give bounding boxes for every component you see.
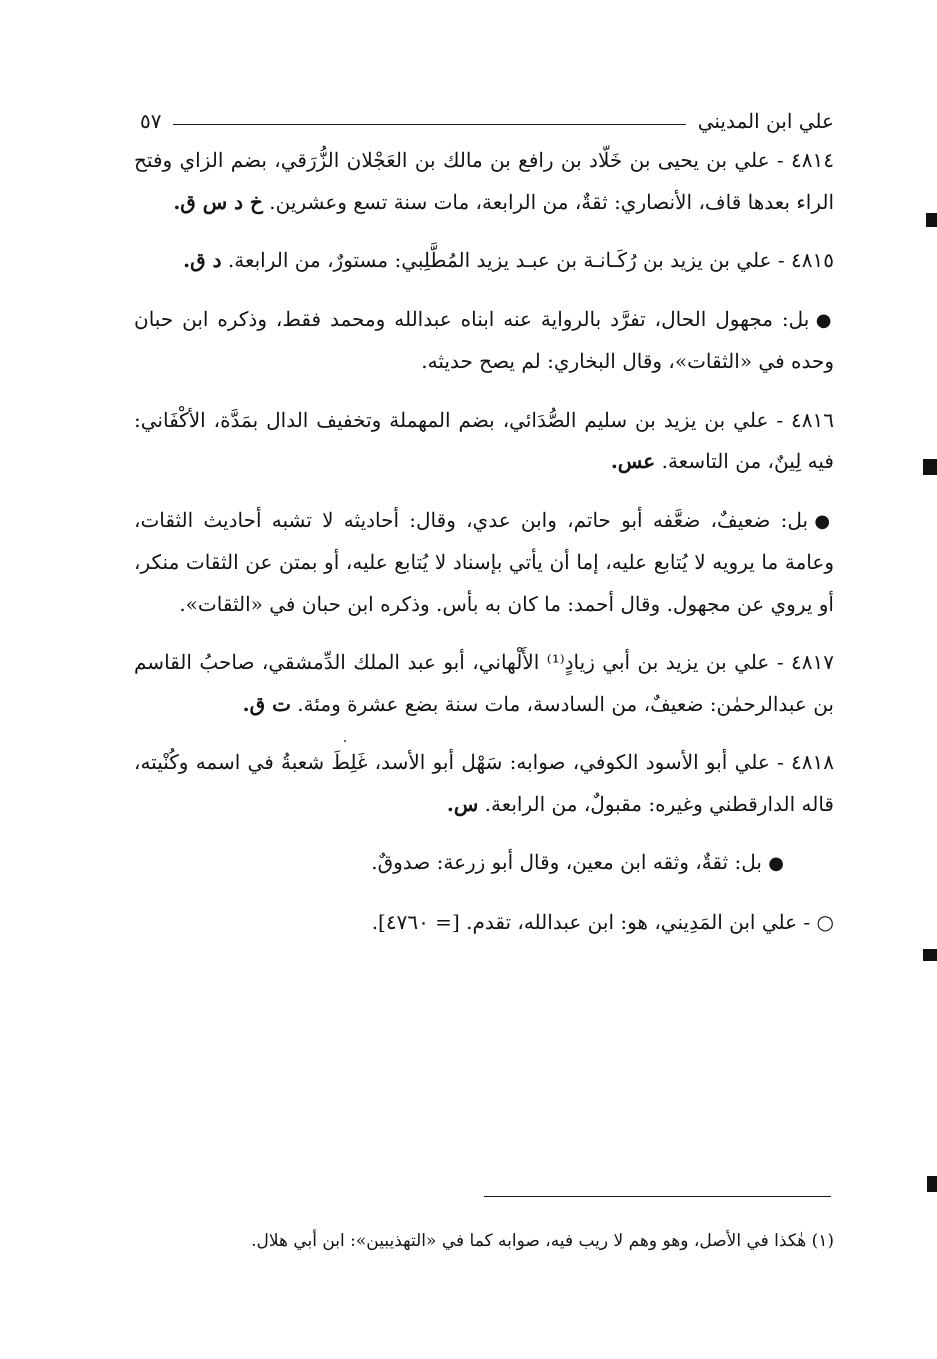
cross-reference: [134, 902, 834, 944]
comment-text: بل: ثقةٌ، وثقه ابن معين، وقال أبو زرعة: صدوقٌ.: [371, 850, 769, 874]
footnote: (١) هٰكذا في الأصل، وهو وهم لا ريب فيه، صوابه كما في «التهذيبين»: ابن أبي هلال.: [251, 1231, 834, 1251]
scan-speck: [344, 740, 346, 742]
entry-4817: [134, 642, 834, 725]
page-number: ٥٧: [140, 109, 162, 133]
header-rule: [173, 124, 685, 125]
comment-text: بل: مجهول الحال، تفرَّد بالرواية عنه ابناه عبدالله ومحمد فقط، وذكره ابن حبان وحده في «الثقات»، وقال البخاري: لم يصح حديثه.: [134, 306, 834, 373]
entry-text: ٤٨١٥ - علي بن يزيد بن رُكَـانـة بن عبـد يزيد المُطَّلِبي: مستورٌ، من الرابعة.: [221, 248, 834, 272]
comment-4815: [134, 299, 834, 383]
header-title: علي ابن المديني: [697, 109, 834, 133]
scan-edge-mark: [927, 1176, 937, 1192]
scan-edge-mark: [926, 213, 937, 227]
page-body: [134, 140, 834, 960]
entry-4814: [134, 140, 834, 223]
comment-text: بل: ضعيفٌ، ضعَّفه أبو حاتم، وابن عدي، وقال: أحاديثه لا تشبه أحاديث الثقات، وعامة ما يرويه لا يُتابع عليه، إما أن يأتي بإسناد لا يُتابع عليه، أو بمتن عن الثقات منكر، أو يروي عن مجهول. وقال أحمد: ما كان به بأس. وذكره ابن حبان في «الثقات».: [134, 507, 834, 616]
entry-codes: د ق.: [183, 248, 222, 272]
filled-circle-icon: ●: [814, 510, 834, 532]
entry-text: ٤٨١٧ - علي بن يزيد بن أبي زيادٍ⁽¹⁾ الأَلْهاني، أبو عبد الملك الدِّمشقي، صاحبُ القاسم بن عبدالرحمٰن: ضعيفٌ، من السادسة، مات سنة بضع عشرة ومئة.: [134, 650, 834, 716]
scan-edge-mark: [923, 459, 937, 475]
entry-codes: س.: [446, 791, 479, 816]
running-header: [140, 97, 834, 133]
cross-reference-text: - علي ابن المَدِيني، هو: ابن عبدالله، تقدم. [= ٤٧٦٠].: [371, 909, 817, 934]
filled-circle-icon: ●: [815, 309, 834, 331]
footnote-rule: [484, 1196, 831, 1197]
entry-text: ٤٨١٨ - علي أبو الأسود الكوفي، صوابه: سَهْل أبو الأسد، غَلِطَ شعبةُ في اسمه وكُنْيته، قاله الدارقطني وغيره: مقبولٌ، من الرابعة.: [134, 750, 834, 816]
filled-circle-icon: ●: [768, 853, 784, 874]
entry-codes: عس.: [610, 449, 656, 473]
entry-4815: [134, 240, 834, 282]
comment-4818: [134, 842, 834, 885]
scan-edge-mark: [923, 949, 937, 961]
open-circle-icon: ○: [816, 909, 834, 934]
entry-text: ٤٨١٤ - علي بن يحيى بن خَلّاد بن رافع بن مالك بن العَجْلان الزُّرَقي، بضم الزاي وفتح الراء بعدها قاف، الأنصاري: ثقةٌ، من الرابعة، مات سنة تسع وعشرين.: [134, 148, 834, 214]
entry-codes: خ د س ق.: [173, 189, 263, 214]
entry-4818: [134, 742, 834, 825]
comment-4816: [134, 500, 834, 626]
entry-codes: ت ق.: [242, 691, 291, 716]
entry-text: ٤٨١٦ - علي بن يزيد بن سليم الصُّدَائي، بضم المهملة وتخفيف الدال بمَدَّة، الأكْفَاني: فيه لِينٌ، من التاسعة.: [134, 407, 834, 473]
entry-4816: [134, 400, 834, 483]
